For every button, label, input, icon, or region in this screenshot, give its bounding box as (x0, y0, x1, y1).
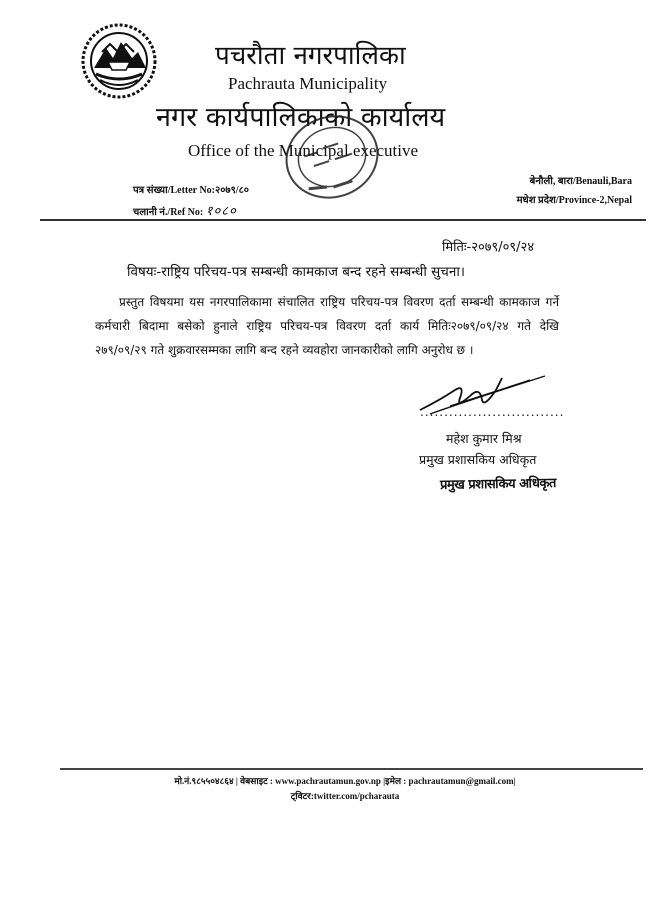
designation-stamp: प्रमुख प्रशासकिय अधिकृत (439, 475, 556, 494)
header-divider (40, 219, 646, 221)
address-line-2: मधेश प्रदेश/Province-2,Nepal (516, 195, 632, 206)
municipality-emblem (80, 22, 158, 100)
office-address (490, 172, 632, 210)
municipality-name-english: Pachrauta Municipality (228, 74, 388, 93)
office-name-nepali: नगर कार्यपालिकाको कार्यालय (156, 102, 446, 133)
letter-number (133, 182, 249, 196)
signature-line: .............................. (420, 405, 565, 419)
municipality-name-nepali: पचरौता नगरपालिका (215, 41, 406, 71)
reference-number-value: १०८० (205, 203, 237, 218)
footer-contact: मो.नं.९८५५०४८६४ | वेबसाइट : www.pachrautamun.gov.np |इमेल : pachrautamun@gmail.com| (174, 776, 516, 786)
address-line-1: बेनौली, बारा/Benauli,Bara (529, 176, 632, 187)
letter-date: मितिः-२०७९/०९/२४ (442, 240, 535, 255)
letter-body: प्रस्तुत विषयमा यस नगरपालिकामा संचालित राष्ट्रिय परिचय-पत्र विवरण दर्ता सम्बन्धी कामकाज गर्ने कर्मचारी बिदामा बसेको हुनाले राष्ट्रिय परिचय-पत्र विवरण दर्ता कार्य मितिः२०७९/०९/२४ गते देखि २७९/०९/२९ गते शुक्रवारसम्मका लागि बन्द रहने व्यवहोरा जानकारीको लागि अनुरोध छ । (95, 295, 559, 357)
signatory-name: महेश कुमार मिश्र (446, 431, 522, 446)
reference-number (133, 201, 237, 219)
office-seal-stamp (278, 108, 386, 206)
signatory-title: प्रमुख प्रशासकिय अधिकृत (419, 452, 537, 467)
letter-number-value: २०७९/८० (215, 185, 249, 196)
footer-twitter: ट्विटर:twitter.com/pcharauta (290, 791, 400, 801)
reference-number-label: चलानी नं./Ref No: (133, 207, 204, 218)
letter-subject: विषयः-राष्ट्रिय परिचय-पत्र सम्बन्धी कामकाज बन्द रहने सम्बन्धी सुचना। (127, 264, 465, 280)
letter-number-label: पत्र संख्या/Letter No: (133, 185, 215, 196)
office-name-english: Office of the Municipal executive (188, 141, 419, 160)
footer-divider (60, 768, 643, 770)
